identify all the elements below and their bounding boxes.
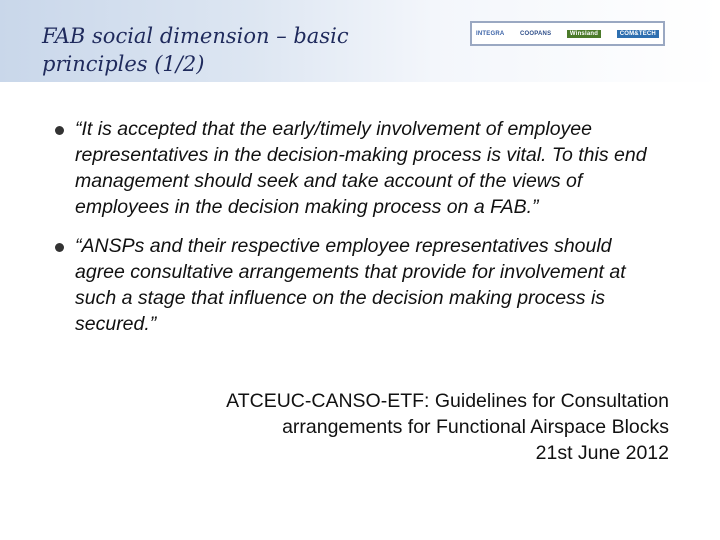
comtech-logo: COM&TECH [617, 30, 659, 38]
bullet-list [55, 116, 665, 350]
slide-title-line-1: FAB social dimension – basic [42, 24, 349, 48]
partner-logos [470, 21, 665, 46]
slide-title [42, 22, 422, 78]
citation-line-3: 21st June 2012 [535, 442, 669, 464]
source-citation [109, 388, 669, 466]
bullet-text: “It is accepted that the early/timely involvement of employee representatives in the decision-making process is vital. To this end management should seek and take account of the views of employees in the decision making process on a FAB.” [75, 118, 647, 218]
bullet-item [55, 233, 665, 337]
coopans-logo: COOPANS [520, 30, 552, 37]
slide-title-line-2: principles (1/2) [42, 52, 205, 76]
bullet-dot-icon [55, 243, 64, 252]
bullet-dot-icon [55, 126, 64, 135]
citation-line-2: arrangements for Functional Airspace Blocks [282, 416, 669, 438]
bullet-item [55, 116, 665, 220]
bullet-text: “ANSPs and their respective employee representatives should agree consultative arrangements that provide for involvement at such a stage that influence on the decision making process is secured.” [75, 235, 626, 335]
winsland-logo: Winsland [567, 30, 601, 38]
citation-line-1: ATCEUC-CANSO-ETF: Guidelines for Consultation [226, 390, 669, 412]
integra-logo: INTEGRA [476, 30, 505, 37]
